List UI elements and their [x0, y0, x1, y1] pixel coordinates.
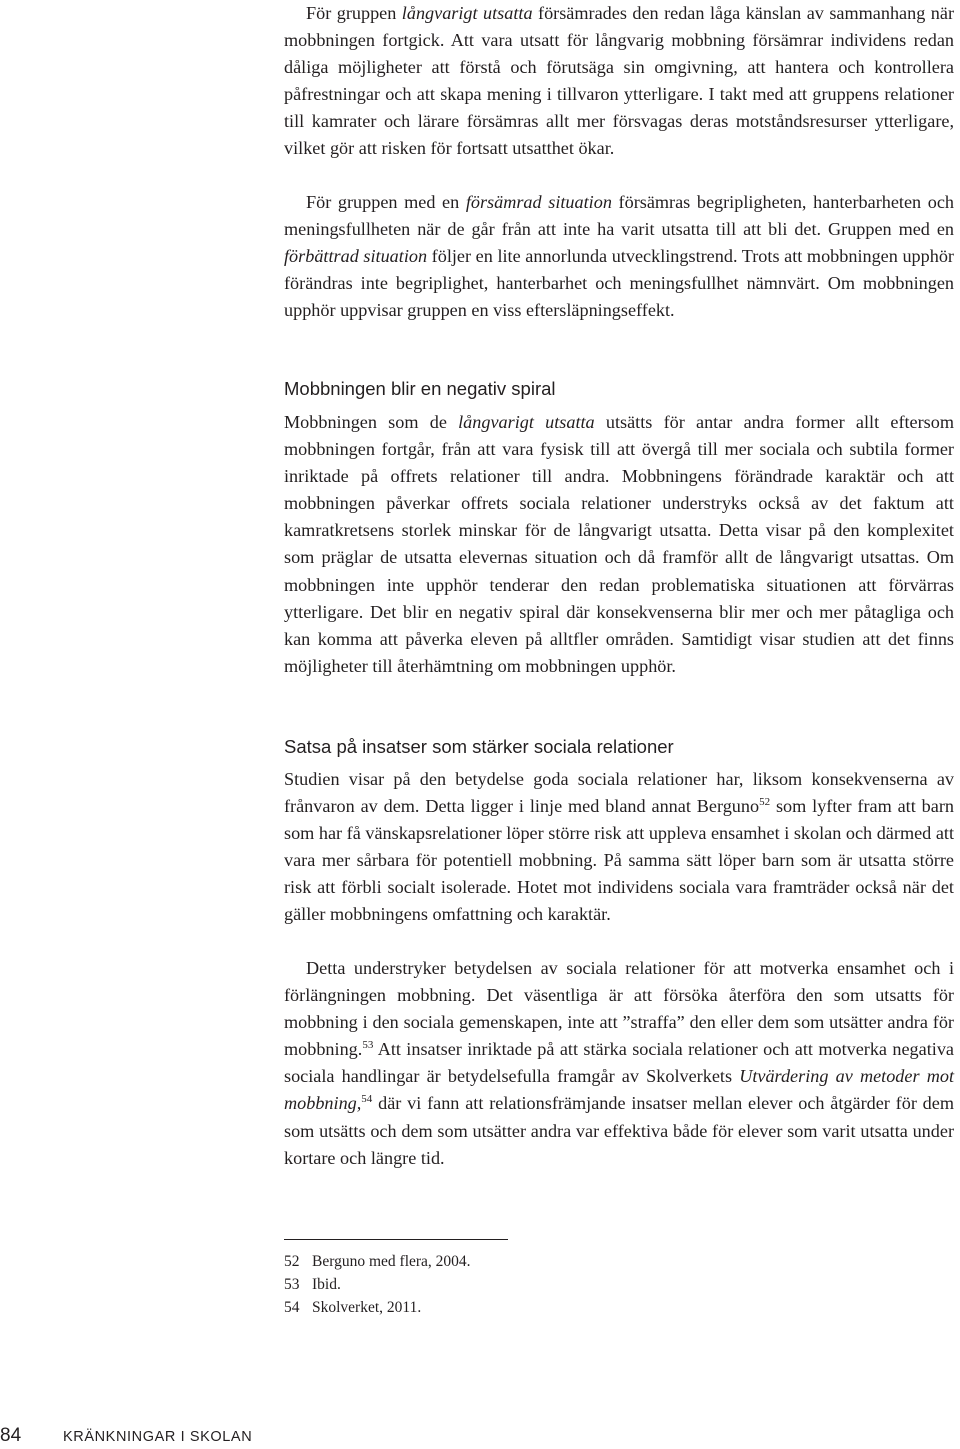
- s2p2-text-1: Detta understryker betydelsen av sociala relationer för att motverka ensamhet och i förlängningen mobbning. Det väsentliga är att försöka återföra den som utsatts för mobbning i den sociala gemenskapen, inte att ”straffa” den eller dem som utsätter andra för mobbning.: [284, 958, 954, 1060]
- p2-text-1: För gruppen med en: [306, 192, 466, 212]
- footnote-ref-53: 53: [362, 1039, 374, 1052]
- section-heading-negative-spiral: Mobbningen blir en negativ spiral: [284, 378, 556, 399]
- s1p1-text-1: Mobbningen som de: [284, 412, 459, 432]
- footnote-text: Berguno med flera, 2004.: [312, 1253, 471, 1270]
- section1-paragraph-1: [284, 409, 954, 680]
- footnote-number: 54: [284, 1299, 300, 1316]
- p1-text-2: försämrades den redan låga känslan av sammanhang när mobbningen fortgick. Att vara utsatt för långvarig mobbning försämrar individens redan dåliga möjligheter att förstå och förutsäga sin omgivning, att hantera och kontrollera påfrestningar och att skapa mening i tillvaron ytterligare. I takt med att gruppens relationer till kamrater och lärare försämras allt mer försvagas deras motståndsresurser ytterligare, vilket gör att risken för fortsatt utsatthet ökar.: [284, 3, 954, 159]
- paragraph-2: [284, 189, 954, 324]
- s2p1-text-2: som lyfter fram att barn som har få vänskapsrelationer löper större risk att uppleva ensamhet i skolan och därmed att vara mer sårbara för potentiell mobbning. På samma sätt löper barn som är utsatta större risk att förbli socialt isolerade. Hotet mot individens sociala vara framträder också när det gäller mobbningens omfattning och karaktär.: [284, 796, 954, 925]
- section2-paragraph-2: [284, 955, 954, 1172]
- footnote-number: 53: [284, 1276, 300, 1293]
- footnotes: [284, 1250, 471, 1319]
- s2p2-text-3: där vi fann att relationsfrämjande insatser mellan elever och åtgärder för dem som utsätts och dem som utsätter andra var effektiva både för elever som varit utsatta under kortare och längre tid.: [284, 1093, 954, 1168]
- p2-emphasis-1: försämrad situation: [465, 192, 612, 212]
- footnote-number: 52: [284, 1253, 300, 1270]
- footnote-item: [284, 1296, 471, 1319]
- section2-paragraph-1: [284, 766, 954, 929]
- s1p1-text-2: utsätts för antar andra former allt eftersom mobbningen fortgår, från att vara fysisk till att övergå till mer sociala och subtila former inriktade på offrets relationer till andra. Mobbningens förändrade karaktär och att mobbningen påverkar offrets sociala relationer understryks också av det faktum att kamratkretsens storlek minskar för de långvarigt utsatta. Detta visar på den komplexitet som präglar de utsatta elevernas situation och då framför allt de långvarigt utsattas. Om mobbningen inte upphör tenderar den redan problematiska situationen att förvärras ytterligare. Det blir en negativ spiral där konsekvenserna blir mer och mer påtagliga och kan komma att påverka eleven på alltfler områden. Samtidigt visar studien att det finns möjligheter till återhämtning om mobbningen upphör.: [284, 412, 954, 676]
- paragraph-1: [284, 0, 954, 163]
- section-heading-2-wrap: [284, 735, 954, 759]
- p2-emphasis-2: förbättrad situation: [284, 246, 428, 267]
- footnote-ref-54: 54: [361, 1093, 373, 1106]
- s2p1-text-1: Studien visar på den betydelse goda sociala relationer har, liksom konsekvenserna av frånvaron av dem. Detta ligger i linje med bland annat Berguno: [284, 769, 954, 817]
- footnote-item: [284, 1250, 471, 1273]
- s2p2-text-2: Att insatser inriktade på att stärka sociala relationer och att motverka negativa sociala handlingar är betydelsefulla framgår av Skolverkets: [284, 1039, 954, 1087]
- page-number: 84: [0, 1425, 22, 1446]
- footnote-ref-52: 52: [759, 796, 771, 809]
- p1-text-1: För gruppen: [306, 3, 402, 23]
- p1-emphasis-1: långvarigt utsatta: [401, 3, 533, 23]
- s1p1-emphasis-1: långvarigt utsatta: [458, 412, 595, 432]
- running-title: KRÄNKNINGAR I SKOLAN: [63, 1429, 253, 1445]
- p2-text-2: försämras begripligheten, hanterbarheten och meningsfullheten när de går från att inte ha varit utsatta till att bli det. Gruppen med en: [284, 192, 955, 240]
- s2p2-emphasis-1: Utvärdering av metoder mot mobbning,: [284, 1066, 954, 1114]
- page-footer: [0, 1425, 400, 1449]
- footnote-divider: [284, 1239, 508, 1240]
- section-heading-1-wrap: [284, 377, 954, 401]
- footnote-text: Skolverket, 2011.: [312, 1299, 422, 1316]
- footnote-item: [284, 1273, 471, 1296]
- footnote-text: Ibid.: [312, 1276, 341, 1293]
- p2-text-3: följer en lite annorlunda utvecklingstrend. Trots att mobbningen upphör förändras inte begriplighet, hanterbarhet och meningsfullhet nämnvärt. Om mobbningen upphör uppvisar gruppen en viss eftersläpningseffekt.: [284, 246, 954, 321]
- section-heading-social-relations: Satsa på insatser som stärker sociala relationer: [284, 736, 674, 757]
